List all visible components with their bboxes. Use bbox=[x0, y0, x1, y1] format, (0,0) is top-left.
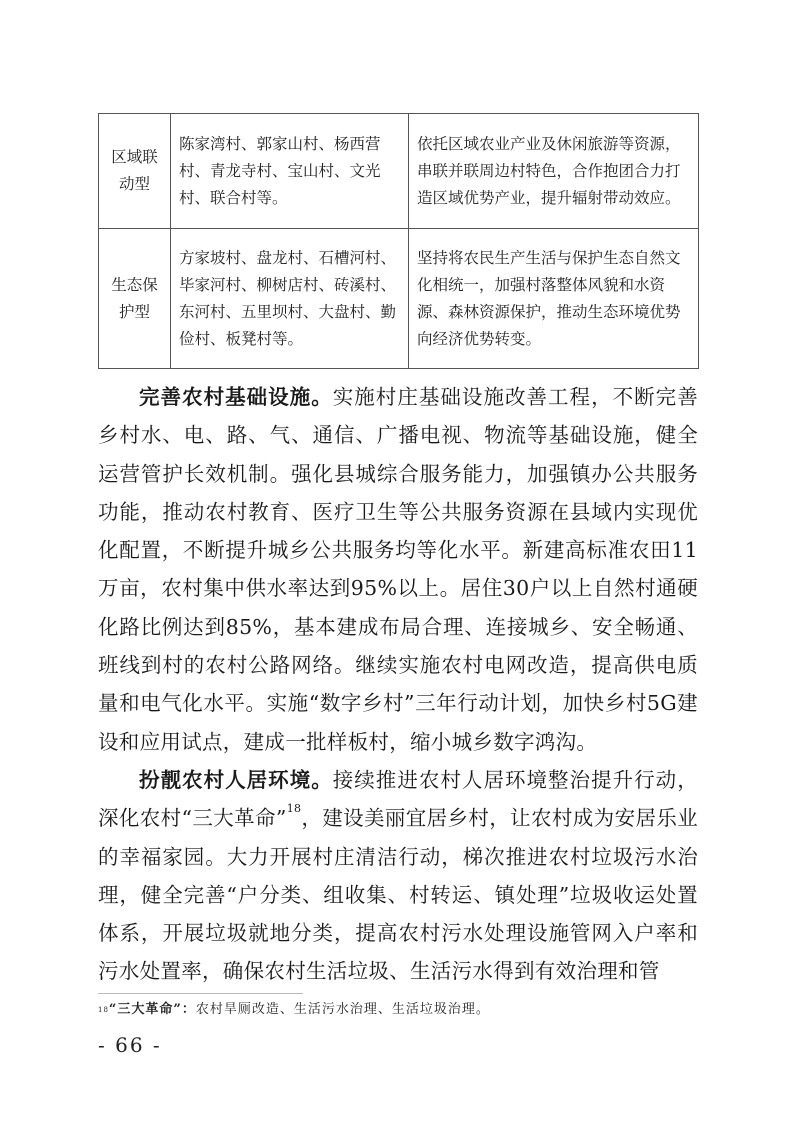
villages-cell: 陈家湾村、郭家山村、杨西营村、青龙寺村、宝山村、文光村、联合村等。 bbox=[171, 114, 409, 229]
paragraph-text: 实施村庄基础设施改善工程，不断完善乡村水、电、路、气、通信、广播电视、物流等基础设施，健全运营管护长效机制。强化县城综合服务能力，加强镇办公共服务功能，推动农村教育、医疗卫生等公共服务资源在县域内实现优化配置，不断提升城乡公共服务均等化水平。新建高标准农田11万亩，农村集中供水率达到95%以上。居住30户以上自然村通硬化路比例达到85%，基本建成布局合理、连接城乡、安全畅通、班线到村的农村公路网络。继续实施农村电网改造，提高供电质量和电气化水平。实施“数字乡村”三年行动计划，加快乡村5G建设和应用试点，建成一批样板村，缩小城乡数字鸿沟。 bbox=[98, 385, 698, 754]
description-cell: 依托区域农业产业及休闲旅游等资源，串联并联周边村特色，合作抱团合力打造区域优势产业，提升辐射带动效应。 bbox=[409, 114, 699, 229]
villages-cell: 方家坡村、盘龙村、石槽河村、毕家河村、柳树店村、砖溪村、东河村、五里坝村、大盘村、勤俭村、板凳村等。 bbox=[171, 229, 409, 369]
paragraph-environment bbox=[98, 761, 698, 991]
village-type-table bbox=[98, 113, 699, 369]
paragraph-heading: 完善农村基础设施。 bbox=[139, 385, 333, 409]
paragraph-infrastructure bbox=[98, 378, 698, 761]
footnote-term: “三大革命”： bbox=[108, 1002, 196, 1017]
table-row bbox=[99, 114, 699, 229]
footnote-divider bbox=[98, 993, 303, 994]
footnote bbox=[98, 1001, 490, 1019]
footnote-number: 18 bbox=[98, 1006, 109, 1014]
paragraph-heading: 扮靓农村人居环境。 bbox=[139, 767, 333, 792]
description-cell: 坚持将农民生产生活与保护生态自然文化相统一，加强村落整体风貌和水资源、森林资源保护，推动生态环境优势向经济优势转变。 bbox=[409, 229, 699, 369]
body-text bbox=[98, 378, 698, 991]
paragraph-text: ，建设美丽宜居乡村，让农村成为安居乐业的幸福家园。大力开展村庄清洁行动，梯次推进农村垃圾污水治理，健全完善“户分类、组收集、村转运、镇处理”垃圾收运处置体系，开展垃圾就地分类，提高农村污水处理设施管网入户率和污水处置率，确保农村生活垃圾、生活污水得到有效治理和管 bbox=[98, 806, 699, 984]
village-type-cell: 区域联动型 bbox=[99, 114, 171, 229]
footnote-text: 农村旱厕改造、生活污水治理、生活垃圾治理。 bbox=[195, 1002, 490, 1017]
paragraph-text: 接续推进农村人居环境整治提升行动，深化农村“三大革命” bbox=[98, 767, 698, 831]
table-row bbox=[99, 229, 699, 369]
footnote-reference[interactable]: 18 bbox=[286, 802, 302, 816]
village-type-cell: 生态保护型 bbox=[99, 229, 171, 369]
page-number: - 66 - bbox=[98, 1033, 162, 1057]
